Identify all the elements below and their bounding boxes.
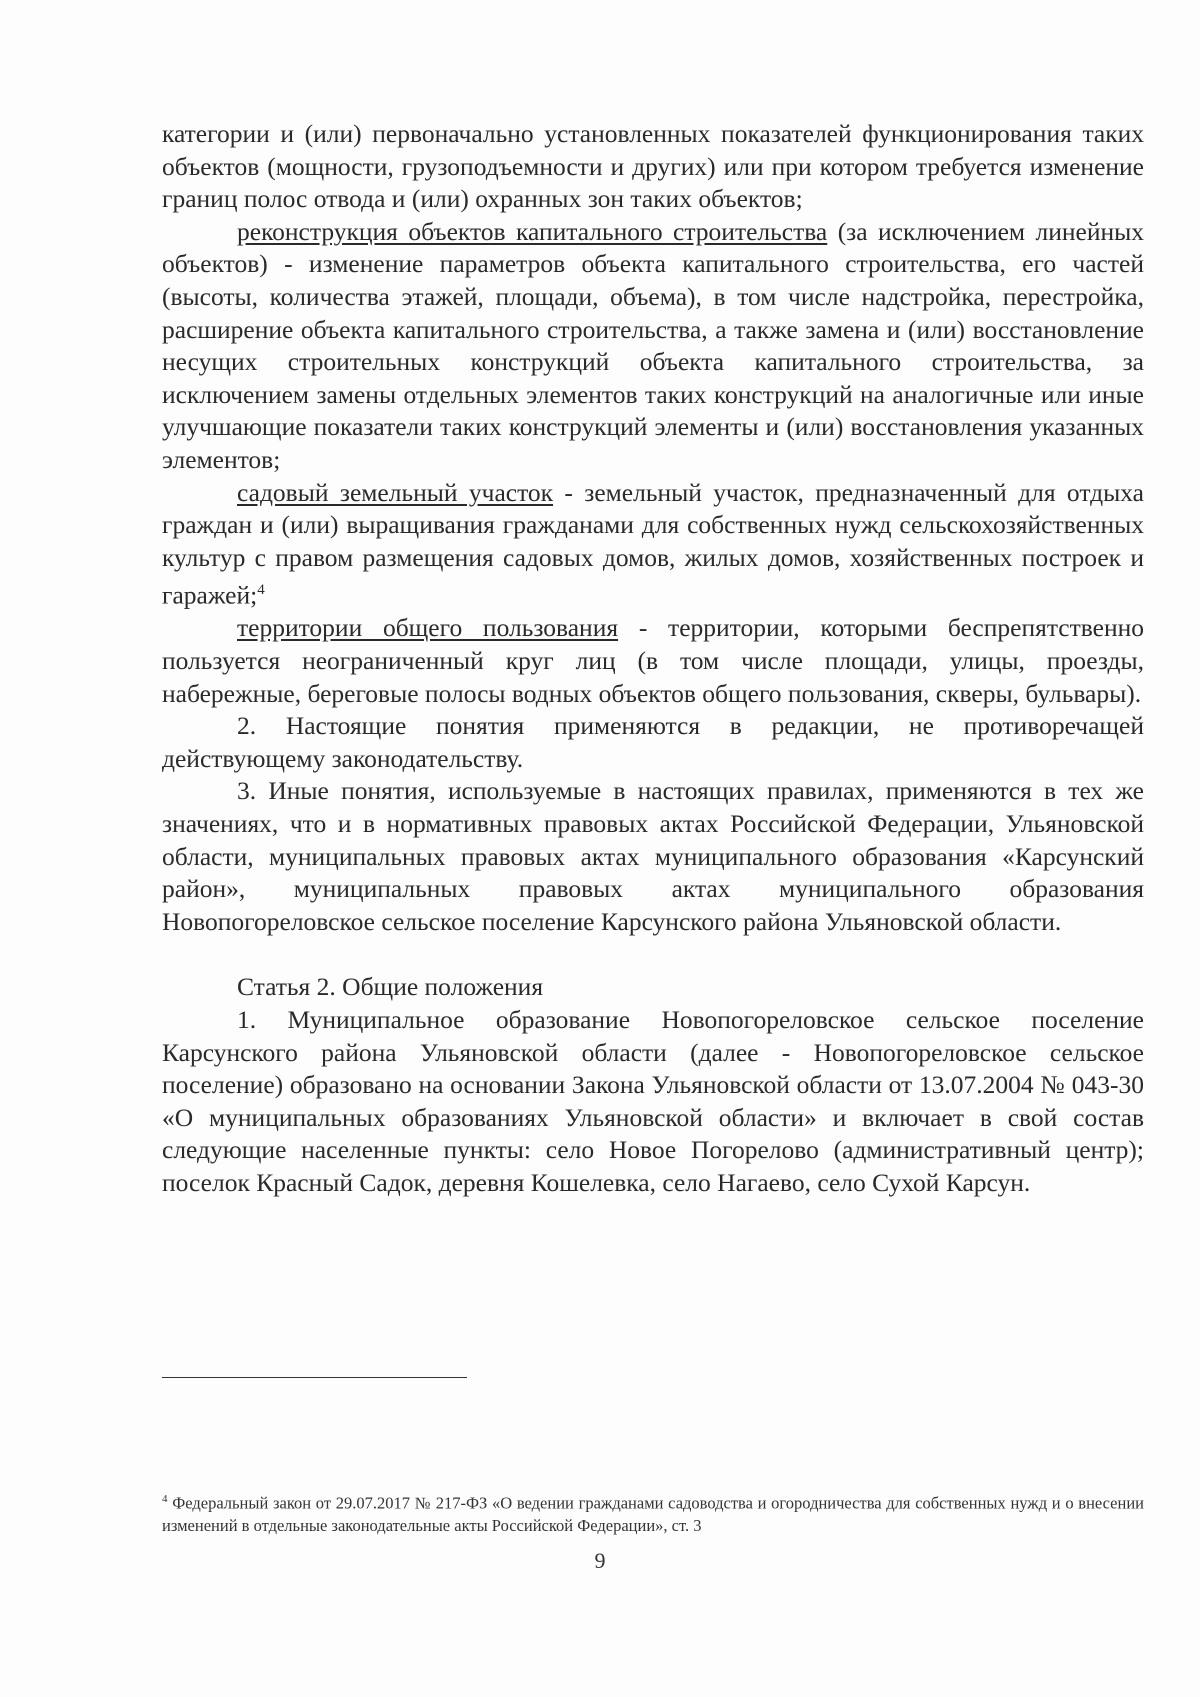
term-reconstruction: реконструкция объектов капитального строительства bbox=[237, 216, 828, 246]
paragraph-3: 3. Иные понятия, используемые в настоящих правилах, применяются в тех же значениях, что и в нормативных правовых актах Российской Федерации, Ульяновской области, муниципальных правовых актах муниципального образования «Карсунский район», муниципальных правовых актах муниципального образования Новопогореловское сельское поселение Карсунского района Ульяновской области. bbox=[162, 776, 1144, 936]
spacer bbox=[162, 938, 1144, 971]
definition-reconstruction-text: (за исключением линейных объектов) - изменение параметров объекта капитального строительства, его частей (высоты, количества этажей, площади, объема), в том числе надстройка, перестройка, расширение объекта капитального строительства, а также замена и (или) восстановление несущих строительных конструкций объекта капитального строительства, за исключением замены отдельных элементов таких конструкций на аналогичные или иные улучшающие показатели таких конструкций элементы и (или) восстановления указанных элементов; bbox=[162, 216, 1144, 474]
definition-public-territories bbox=[162, 612, 1144, 710]
term-garden-plot: садовый земельный участок bbox=[237, 477, 554, 507]
term-public-territories: территории общего пользования bbox=[237, 613, 619, 643]
document-body bbox=[162, 118, 1144, 1200]
paragraph-2: 2. Настоящие понятия применяются в редакции, не противоречащей действующему законодательству. bbox=[162, 711, 1144, 773]
page-number: 9 bbox=[594, 1548, 606, 1573]
footnote-separator bbox=[162, 1377, 467, 1378]
definition-public-territories-text: - территории, которыми беспрепятственно пользуется неограниченный круг лиц (в том числе площади, улицы, проезды, набережные, береговые полосы водных объектов общего пользования, скверы, бульвары). bbox=[162, 613, 1145, 708]
definition-garden-plot-text: - земельный участок, предназначенный для отдыха граждан и (или) выращивания гражданами для собственных нужд сельскохозяйственных культур с правом размещения садовых домов, жилых домов, хозяйственных построек и гаражей; bbox=[162, 477, 1144, 610]
article-heading: Статья 2. Общие положения bbox=[237, 972, 544, 1002]
footnote-mark: 4 bbox=[162, 1493, 168, 1505]
footnote bbox=[162, 1488, 1144, 1537]
footnote-text: Федеральный закон от 29.07.2017 № 217-ФЗ «О ведении гражданами садоводства и огородничества для собственных нужд и о внесении изменений в отдельные законодательные акты Российской Федерации», ст. 3 bbox=[162, 1493, 1144, 1535]
definition-garden-plot bbox=[162, 477, 1144, 613]
paragraph-continuation: категории и (или) первоначально установленных показателей функционирования таких объектов (мощности, грузоподъемности и других) или при котором требуется изменение границ полос отвода и (или) охранных зон таких объектов; bbox=[162, 119, 1144, 214]
article-2-paragraph-1: 1. Муниципальное образование Новопогореловское сельское поселение Карсунского района Ульяновской области (далее - Новопогореловское сельское поселение) образовано на основании Закона Ульяновской области от 13.07.2004 № 043-30 «О муниципальных образованиях Ульяновской области» и включает в свой состав следующие населенные пункты: село Новое Погорелово (административный центр); поселок Красный Садок, деревня Кошелевка, село Нагаево, село Сухой Карсун. bbox=[162, 1004, 1144, 1197]
definition-reconstruction bbox=[162, 216, 1144, 477]
footnote-reference: 4 bbox=[257, 582, 265, 599]
